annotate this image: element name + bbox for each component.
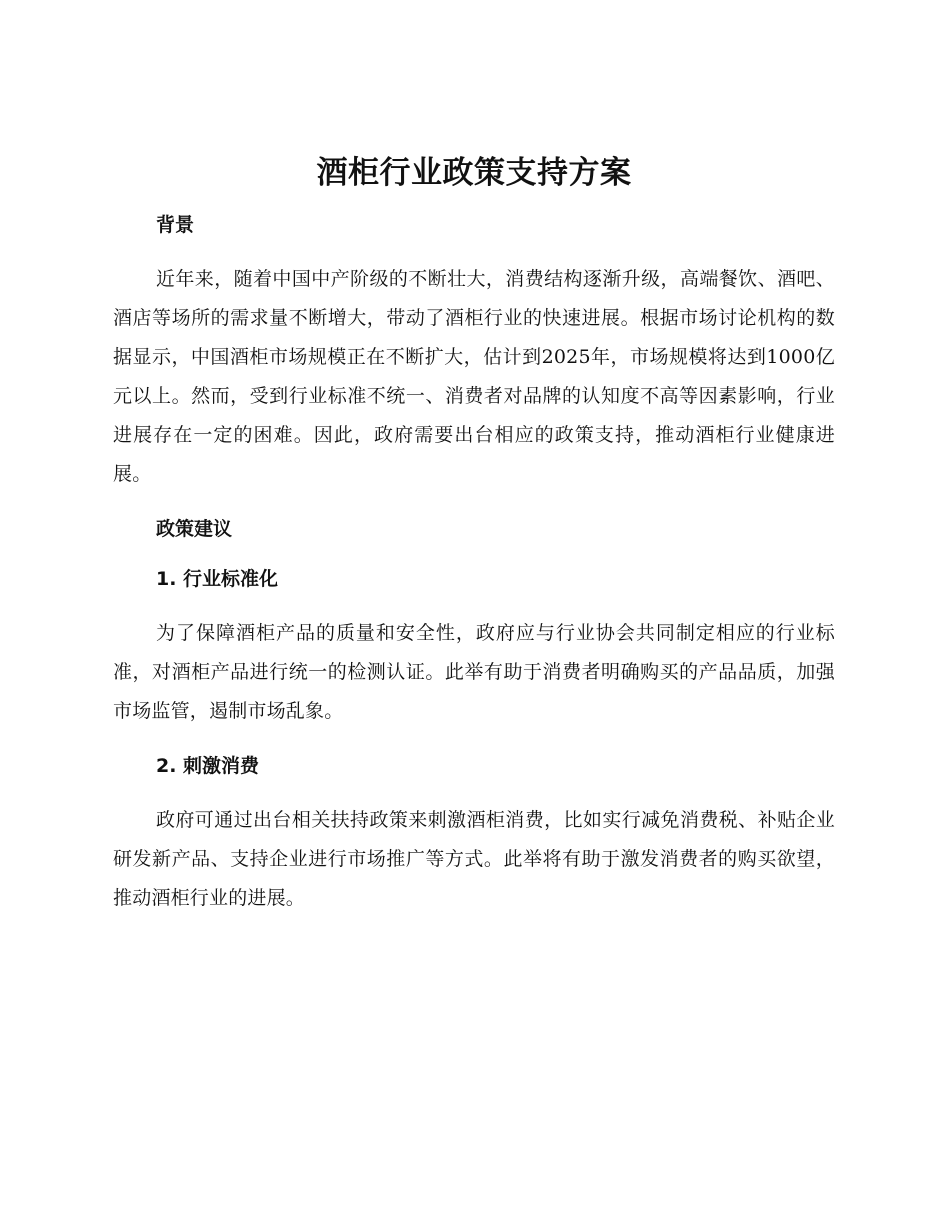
standardization-paragraph: 为了保障酒柜产品的质量和安全性，政府应与行业协会共同制定相应的行业标准，对酒柜产品进行统一的检测认证。此举有助于消费者明确购买的产品品质，加强市场监管，遏制市场乱象。 bbox=[113, 622, 835, 722]
subsection-heading-stimulate-consumption: 2. 刺激消费 bbox=[156, 755, 260, 777]
section-heading-policy-suggestions: 政策建议 bbox=[156, 518, 233, 540]
subsection-heading-standardization: 1. 行业标准化 bbox=[156, 568, 279, 590]
document-body bbox=[113, 150, 835, 918]
section-heading-background: 背景 bbox=[156, 214, 195, 236]
stimulate-consumption-paragraph: 政府可通过出台相关扶持政策来刺激酒柜消费，比如实行减免消费税、补贴企业研发新产品、支持企业进行市场推广等方式。此举将有助于激发消费者的购买欲望，推动酒柜行业的进展。 bbox=[113, 809, 835, 909]
background-paragraph: 近年来，随着中国中产阶级的不断壮大，消费结构逐渐升级，高端餐饮、酒吧、酒店等场所的需求量不断增大，带动了酒柜行业的快速进展。根据市场讨论机构的数据显示，中国酒柜市场规模正在不断扩大，估计到2025年，市场规模将达到1000亿元以上。然而，受到行业标准不统一、消费者对品牌的认知度不高等因素影响，行业进展存在一定的困难。因此，政府需要出台相应的政策支持，推动酒柜行业健康进展。 bbox=[113, 268, 835, 485]
document-title: 酒柜行业政策支持方案 bbox=[316, 155, 632, 191]
